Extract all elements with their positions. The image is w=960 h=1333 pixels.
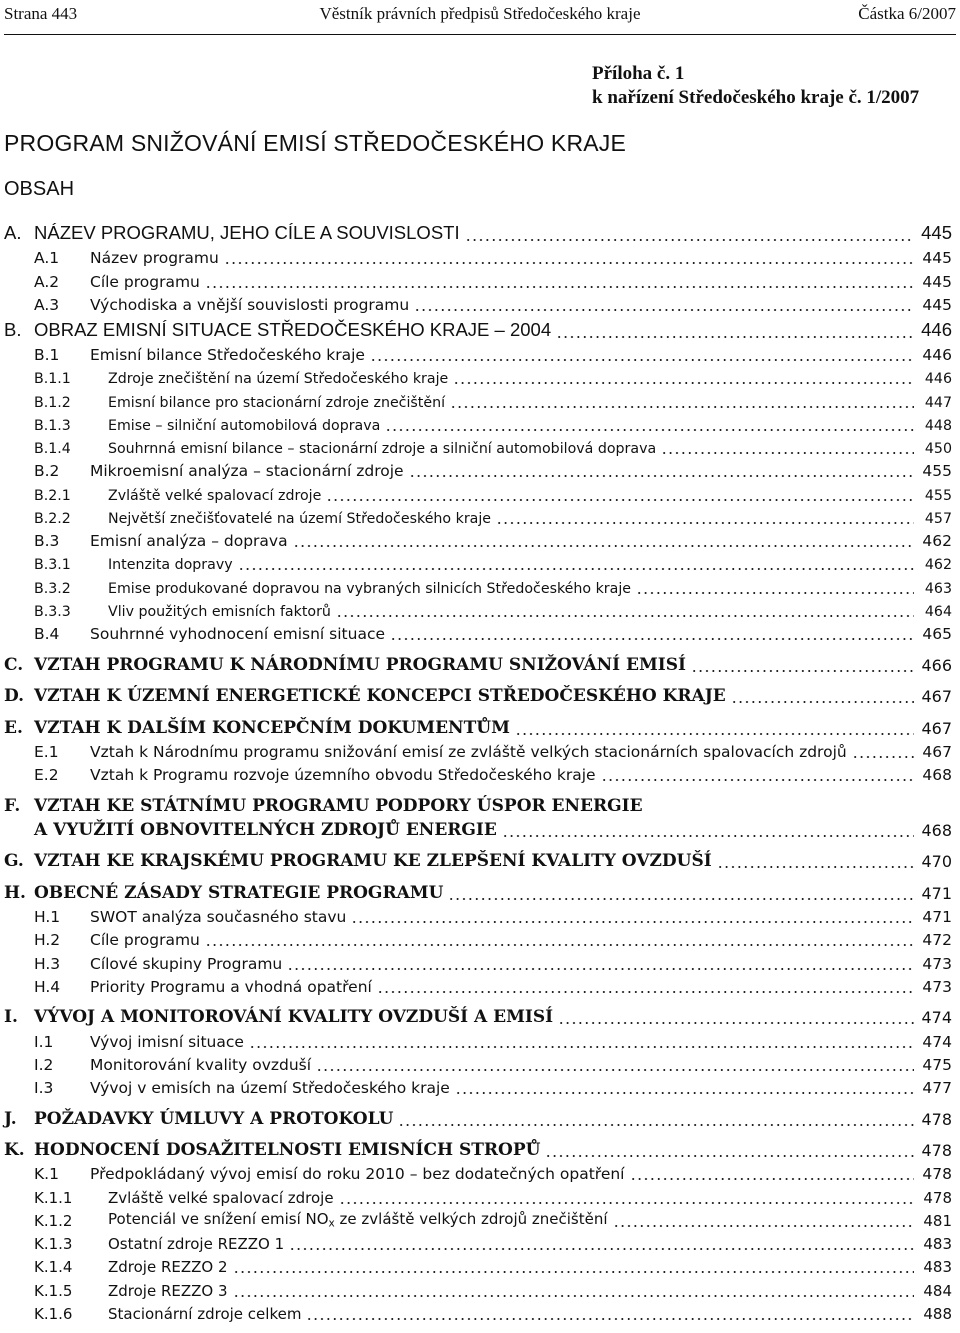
toc-entry-page: 478	[918, 1165, 952, 1183]
annex-label	[592, 62, 919, 110]
toc-entry-page: 446	[917, 319, 952, 341]
leader-dots	[409, 475, 914, 477]
toc-entry-page: 470	[917, 852, 952, 871]
toc-entry-number: K.1.5	[34, 1281, 73, 1300]
leader-dots	[287, 968, 914, 970]
title-part-2: ze zvláště velkých zdrojů znečištění	[334, 1210, 608, 1229]
leader-dots	[326, 499, 914, 501]
toc-entry[interactable]	[4, 247, 954, 270]
toc-entry[interactable]	[4, 999, 954, 1031]
toc-entry[interactable]	[4, 678, 954, 710]
toc-entry-number: H.1	[34, 908, 61, 927]
toc-entry-number: D.	[4, 686, 25, 707]
toc-entry-number: K.	[4, 1140, 25, 1161]
toc-entry-number: A.2	[34, 272, 60, 291]
toc-entry-page: 445	[918, 296, 952, 314]
toc-entry[interactable]	[4, 483, 954, 506]
toc-entry-title: Vliv použitých emisních faktorů	[108, 604, 334, 620]
toc-entry-page: 447	[921, 395, 952, 411]
running-header	[4, 4, 956, 28]
toc-entry-title: VZTAH PROGRAMU K NÁRODNÍMU PROGRAMU SNIŽOVÁNÍ EMISÍ	[34, 655, 689, 675]
toc-entry[interactable]	[4, 1030, 954, 1053]
toc-entry[interactable]	[4, 1132, 954, 1164]
toc-entry-page: 455	[921, 488, 952, 504]
toc-entry[interactable]	[4, 764, 954, 787]
toc-entry-number: J.	[4, 1108, 17, 1129]
toc-entry[interactable]	[4, 344, 954, 367]
toc-entry-page: 468	[917, 821, 952, 840]
toc-entry-page: 484	[919, 1282, 952, 1300]
toc-entry[interactable]	[4, 437, 954, 460]
toc-entry-number: A.1	[34, 249, 60, 268]
leader-dots	[339, 1202, 914, 1204]
leader-dots	[205, 286, 914, 288]
leader-dots	[448, 898, 914, 900]
toc-entry-page: 466	[917, 656, 952, 675]
toc-entry-number: B.1.2	[34, 394, 71, 411]
toc-entry-page: 464	[921, 604, 952, 620]
leader-dots	[601, 779, 914, 781]
toc-entry-page: 455	[918, 462, 952, 480]
leader-dots	[306, 1318, 914, 1320]
toc-entry[interactable]	[4, 553, 954, 576]
toc-entry-title: HODNOCENÍ DOSAŽITELNOSTI EMISNÍCH STROPŮ	[34, 1140, 543, 1160]
toc-entry-number: A.3	[34, 295, 60, 314]
toc-entry-title: Zvláště velké spalovací zdroje	[108, 1189, 337, 1207]
toc-entry-number: I.	[4, 1007, 18, 1028]
toc-entry-number: B.1.3	[34, 417, 71, 434]
toc-entry[interactable]	[4, 929, 954, 952]
toc-entry-number: I.2	[34, 1055, 54, 1074]
leader-dots	[496, 522, 914, 524]
toc-entry[interactable]	[4, 414, 954, 437]
leader-dots	[249, 1046, 914, 1048]
toc-entry-number: K.1.3	[34, 1235, 73, 1254]
toc-entry-page: 448	[921, 418, 952, 434]
toc-entry-title: Vývoj imisní situace	[90, 1033, 247, 1051]
header-page-number: Strana 443	[4, 4, 78, 23]
leader-dots	[233, 1271, 914, 1273]
header-rule	[4, 34, 956, 35]
toc-entry-title: Vztah k Programu rozvoje územního obvodu Středočeského kraje	[90, 766, 599, 784]
toc-entry-page: 467	[918, 743, 952, 761]
toc-entry[interactable]	[4, 874, 954, 906]
toc-entry-number: C.	[4, 654, 24, 675]
toc-entry[interactable]	[4, 952, 954, 975]
toc-entry-number: A.	[4, 222, 22, 243]
toc-entry[interactable]	[4, 709, 954, 741]
toc-entry[interactable]	[4, 270, 954, 293]
toc-entry[interactable]	[4, 460, 954, 483]
toc-entry-number: B.	[4, 318, 22, 340]
toc-entry-page: 445	[918, 273, 952, 291]
toc-entry[interactable]	[4, 294, 954, 317]
leader-dots	[385, 429, 914, 431]
leader-dots	[852, 756, 914, 758]
toc-entry-number: B.4	[34, 625, 60, 644]
toc-entry-page: 462	[918, 532, 952, 550]
toc-entry[interactable]	[4, 623, 954, 646]
toc-entry-number: I.1	[34, 1032, 54, 1051]
toc-entry[interactable]	[4, 220, 954, 247]
leader-dots	[636, 592, 914, 594]
leader-dots	[502, 835, 914, 837]
toc-entry-title: Emisní bilance Středočeského kraje	[90, 346, 368, 364]
toc-entry-page: 475	[918, 1056, 952, 1074]
toc-entry-number: K.1	[34, 1165, 59, 1184]
leader-dots	[377, 991, 914, 993]
toc-entry-number: K.1.1	[34, 1188, 73, 1207]
toc-entry-title: Zdroje znečištění na území Středočeského kraje	[108, 371, 451, 387]
leader-dots	[691, 670, 914, 672]
toc-entry-title: Souhrnná emisní bilance – stacionární zdroje a silniční automobilová doprava	[108, 441, 659, 457]
toc-entry-title: Název programu	[90, 249, 222, 267]
toc-entry-title: Vztah k Národnímu programu snižování emisí ze zvláště velkých stacionárních spalovacích zdrojů	[90, 743, 850, 761]
toc-entry-page: 446	[918, 346, 952, 364]
toc-entry[interactable]	[4, 787, 954, 819]
leader-dots	[293, 545, 914, 547]
toc-entry[interactable]	[4, 1186, 954, 1209]
toc-entry-number: B.2.1	[34, 487, 71, 504]
toc-entry-page: 468	[918, 766, 952, 784]
leader-dots	[316, 1069, 914, 1071]
toc-entry-title: Zdroje REZZO 2	[108, 1258, 231, 1276]
toc-entry-page: 473	[918, 955, 952, 973]
toc-entry-title: Priority Programu a vhodná opatření	[90, 978, 375, 996]
toc-entry-title: Emisní bilance pro stacionární zdroje znečištění	[108, 395, 448, 411]
toc-entry-title: SWOT analýza současného stavu	[90, 908, 349, 926]
toc-entry-number: G.	[4, 851, 24, 872]
leader-dots	[556, 336, 914, 338]
annex-line-1: Příloha č. 1	[592, 63, 685, 84]
toc-entry-title: VZTAH K DALŠÍM KONCEPČNÍM DOKUMENTŮM	[34, 718, 513, 738]
toc-entry-title: VZTAH KE KRAJSKÉMU PROGRAMU KE ZLEPŠENÍ KVALITY OVZDUŠÍ	[34, 851, 715, 871]
toc-entry-title: Cíle programu	[90, 273, 203, 291]
toc-entry-number: B.1.1	[34, 371, 71, 388]
toc-entry[interactable]	[4, 507, 954, 530]
toc-entry-page: 483	[919, 1258, 952, 1276]
toc-entry-page: 445	[917, 222, 952, 244]
leader-dots	[224, 262, 914, 264]
toc-entry-number: I.3	[34, 1079, 54, 1098]
toc-entry-number: F.	[4, 795, 21, 816]
toc-entry-title: Vývoj v emisích na území Středočeského kraje	[90, 1079, 453, 1097]
toc-entry-page: 474	[917, 1008, 952, 1027]
toc-entry[interactable]	[4, 741, 954, 764]
toc-entry[interactable]	[4, 1279, 954, 1302]
annex-line-2: k nařízení Středočeského kraje č. 1/2007	[592, 87, 920, 108]
toc-entry-title: OBRAZ EMISNÍ SITUACE STŘEDOČESKÉHO KRAJE – 2004	[34, 319, 554, 341]
leader-dots	[289, 1248, 914, 1250]
toc-entry-title: Mikroemisní analýza – stacionární zdroje	[90, 462, 407, 480]
toc-entry[interactable]	[4, 976, 954, 999]
toc-entry-number: E.1	[34, 743, 59, 762]
toc-entry-number: B.3.2	[34, 580, 71, 597]
leader-dots	[398, 1124, 914, 1126]
toc-entry-number: H.2	[34, 931, 61, 950]
document-title: PROGRAM SNIŽOVÁNÍ EMISÍ STŘEDOČESKÉHO KRAJE	[4, 130, 627, 156]
leader-dots	[630, 1178, 914, 1180]
toc-entry-number: E.	[4, 717, 23, 738]
leader-dots	[453, 382, 914, 384]
toc-entry[interactable]	[4, 1054, 954, 1077]
toc-entry-page: 463	[921, 581, 952, 597]
toc-entry[interactable]	[4, 1256, 954, 1279]
toc-entry-page: 473	[918, 978, 952, 996]
toc-entry[interactable]	[4, 367, 954, 390]
toc-entry-title	[108, 1210, 611, 1230]
toc-entry-number: H.3	[34, 954, 61, 973]
toc-entry-title: Monitorování kvality ovzduší	[90, 1056, 314, 1074]
header-issue: Částka 6/2007	[858, 4, 956, 23]
leader-dots	[238, 568, 914, 570]
toc-entry[interactable]	[4, 600, 954, 623]
leader-dots	[558, 1022, 914, 1024]
toc-entry-number: K.1.6	[34, 1305, 73, 1323]
toc-entry-title: Stacionární zdroje celkem	[108, 1305, 304, 1323]
toc-entry-number: B.3.3	[34, 603, 71, 620]
toc-entry-number: H.4	[34, 977, 61, 996]
toc-entry[interactable]	[4, 576, 954, 599]
leader-dots	[661, 452, 914, 454]
toc-entry-page: 467	[917, 687, 952, 706]
toc-entry-title: VÝVOJ A MONITOROVÁNÍ KVALITY OVZDUŠÍ A EMISÍ	[34, 1007, 556, 1027]
leader-dots	[515, 733, 914, 735]
toc-entry-page: 471	[918, 908, 952, 926]
toc-entry[interactable]	[4, 1233, 954, 1256]
toc-entry-page: 481	[919, 1212, 952, 1230]
leader-dots	[613, 1225, 914, 1227]
toc-entry-page: 478	[917, 1141, 952, 1160]
toc-entry-title: NÁZEV PROGRAMU, JEHO CÍLE A SOUVISLOSTI	[34, 222, 463, 244]
toc-entry[interactable]	[4, 646, 954, 678]
toc-entry-number: B.3.1	[34, 557, 71, 574]
toc-entry[interactable]	[4, 843, 954, 875]
toc-entry-number: B.2.2	[34, 510, 71, 527]
toc-entry-title: VZTAH K ÚZEMNÍ ENERGETICKÉ KONCEPCI STŘEDOČESKÉHO KRAJE	[34, 686, 729, 706]
toc-entry-title: VZTAH KE STÁTNÍMU PROGRAMU PODPORY ÚSPOR ENERGIE	[34, 796, 646, 816]
leader-dots	[545, 1155, 914, 1157]
toc-entry-title: Východiska a vnější souvislosti programu	[90, 296, 412, 314]
leader-dots	[205, 944, 914, 946]
toc-entry[interactable]	[4, 1303, 954, 1326]
leader-dots	[351, 921, 914, 923]
toc-entry-title: Předpokládaný vývoj emisí do roku 2010 – bez dodatečných opatření	[90, 1165, 628, 1183]
contents-heading: OBSAH	[4, 178, 75, 200]
toc-entry-title: POŽADAVKY ÚMLUVY A PROTOKOLU	[34, 1109, 396, 1129]
toc-entry-number: B.3	[34, 532, 60, 551]
toc-entry[interactable]	[4, 1100, 954, 1132]
table-of-contents	[4, 220, 954, 1326]
leader-dots	[233, 1295, 914, 1297]
toc-entry-number: K.1.4	[34, 1258, 73, 1277]
toc-entry[interactable]	[4, 317, 954, 344]
toc-entry[interactable]	[4, 1077, 954, 1100]
toc-entry-page: 472	[918, 931, 952, 949]
toc-entry-title: Emise – silniční automobilová doprava	[108, 418, 383, 434]
toc-entry-page: 488	[919, 1305, 952, 1323]
toc-entry-page: 471	[917, 884, 952, 903]
toc-entry[interactable]	[4, 530, 954, 553]
leader-dots	[731, 701, 914, 703]
toc-entry-page: 478	[919, 1189, 952, 1207]
leader-dots	[455, 1092, 914, 1094]
toc-entry-number: B.1.4	[34, 441, 71, 458]
toc-entry-title: Největší znečišťovatelé na území Středočeského kraje	[108, 511, 494, 527]
title-part-1: Potenciál ve snížení emisí NO	[108, 1210, 329, 1229]
toc-entry-title: Cíle programu	[90, 931, 203, 949]
toc-entry-title: Ostatní zdroje REZZO 1	[108, 1235, 287, 1253]
toc-entry-page: 467	[917, 719, 952, 738]
toc-entry-page: 445	[918, 249, 952, 267]
toc-entry-number: K.1.2	[34, 1211, 73, 1230]
toc-entry-page: 465	[918, 625, 952, 643]
toc-entry-title-line-2: A VYUŽITÍ OBNOVITELNÝCH ZDROJŮ ENERGIE	[34, 820, 500, 840]
toc-entry[interactable]	[4, 906, 954, 929]
leader-dots	[390, 638, 914, 640]
leader-dots	[414, 309, 914, 311]
toc-entry-title: Emise produkované dopravou na vybraných silnicích Středočeského kraje	[108, 581, 634, 597]
toc-entry-title: Souhrnné vyhodnocení emisní situace	[90, 625, 388, 643]
toc-entry-page: 474	[918, 1033, 952, 1051]
toc-entry-title: Cílové skupiny Programu	[90, 955, 285, 973]
toc-entry-page: 478	[917, 1110, 952, 1129]
toc-entry-number: H.	[4, 882, 26, 903]
toc-entry-page: 457	[921, 511, 952, 527]
toc-entry-page: 483	[919, 1235, 952, 1253]
toc-entry-continuation[interactable]	[4, 819, 954, 843]
toc-entry[interactable]	[4, 1210, 954, 1233]
toc-entry[interactable]	[4, 390, 954, 413]
leader-dots	[465, 239, 914, 241]
toc-entry-number: B.2	[34, 462, 60, 481]
leader-dots	[717, 866, 914, 868]
leader-dots	[336, 615, 914, 617]
toc-entry-title: Zdroje REZZO 3	[108, 1282, 231, 1300]
leader-dots	[450, 406, 914, 408]
toc-entry-title: Emisní analýza – doprava	[90, 532, 291, 550]
toc-entry-number: E.2	[34, 766, 59, 785]
toc-entry-page: 450	[921, 441, 952, 457]
toc-entry-title: OBECNÉ ZÁSADY STRATEGIE PROGRAMU	[34, 883, 446, 903]
toc-entry-page: 446	[921, 371, 952, 387]
toc-entry[interactable]	[4, 1163, 954, 1186]
toc-entry-page: 477	[918, 1079, 952, 1097]
toc-entry-number: B.1	[34, 346, 60, 365]
subscript-x: x	[328, 1217, 335, 1230]
header-journal-title: Věstník právních předpisů Středočeského kraje	[319, 4, 641, 23]
toc-entry-title: Intenzita dopravy	[108, 557, 236, 573]
toc-entry-title: Zvláště velké spalovací zdroje	[108, 488, 324, 504]
leader-dots	[370, 359, 914, 361]
toc-entry-page: 462	[921, 557, 952, 573]
